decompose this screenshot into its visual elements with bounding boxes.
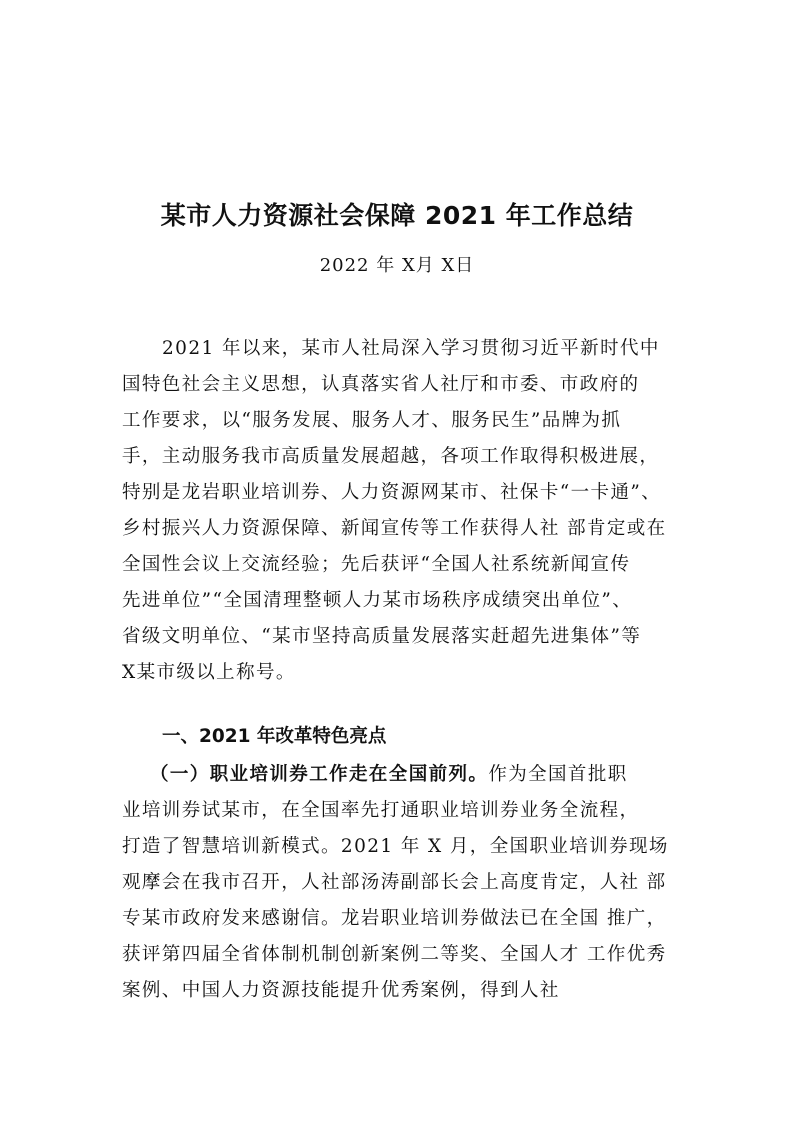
intro-line: 先进单位”“全国清理整顿人力某市场秩序成绩突出单位”、	[122, 590, 633, 611]
intro-line: 工作要求，以“服务发展、服务人才、服务民生”品牌为抓	[122, 410, 622, 431]
intro-line: 2021 年以来，某市人社局深入学习贯彻习近平新时代中	[162, 338, 660, 359]
document-title: 某市人力资源社会保障 2021 年工作总结	[160, 201, 634, 230]
subsection-line: 业培训券试某市，在全国率先打通职业培训券业务全流程，	[122, 800, 640, 821]
intro-line: 特别是龙岩职业培训券、人力资源网某市、社保卡“一卡通”、	[122, 482, 662, 503]
subsection-line: 案例、中国人力资源技能提升优秀案例，得到人社	[122, 980, 560, 1001]
intro-line: 省级文明单位、“某市坚持高质量发展落实赶超先进集体”等	[122, 626, 642, 647]
intro-line: 国特色社会主义思想，认真落实省人社厅和市委、市政府的	[122, 374, 640, 395]
document-date: 2022 年 X月 X日	[319, 255, 475, 276]
intro-line: 乡村振兴人力资源保障、新闻宣传等工作获得人社 部肯定或在	[122, 518, 667, 539]
subsection-line: 专某市政府发来感谢信。龙岩职业培训券做法已在全国 推广，	[122, 908, 667, 929]
subsection-line	[150, 760, 680, 790]
subsection-text: 作为全国首批职	[488, 764, 628, 785]
intro-line: X某市级以上称号。	[122, 662, 296, 683]
subsection-heading: （一）职业培训券工作走在全国前列。	[150, 764, 489, 785]
subsection-line: 获评第四届全省体制机制创新案例二等奖、全国人才 工作优秀	[122, 944, 667, 965]
section-heading: 一、2021 年改革特色亮点	[162, 726, 387, 747]
subsection-line: 观摩会在我市召开，人社部汤涛副部长会上高度肯定，人社 部	[122, 872, 667, 893]
intro-line: 全国性会议上交流经验；先后获评“全国人社系统新闻宣传	[122, 554, 631, 575]
intro-line: 手，主动服务我市高质量发展超越，各项工作取得积极进展，	[122, 446, 660, 467]
subsection-line: 打造了智慧培训新模式。2021 年 X 月，全国职业培训券现场	[122, 836, 669, 857]
